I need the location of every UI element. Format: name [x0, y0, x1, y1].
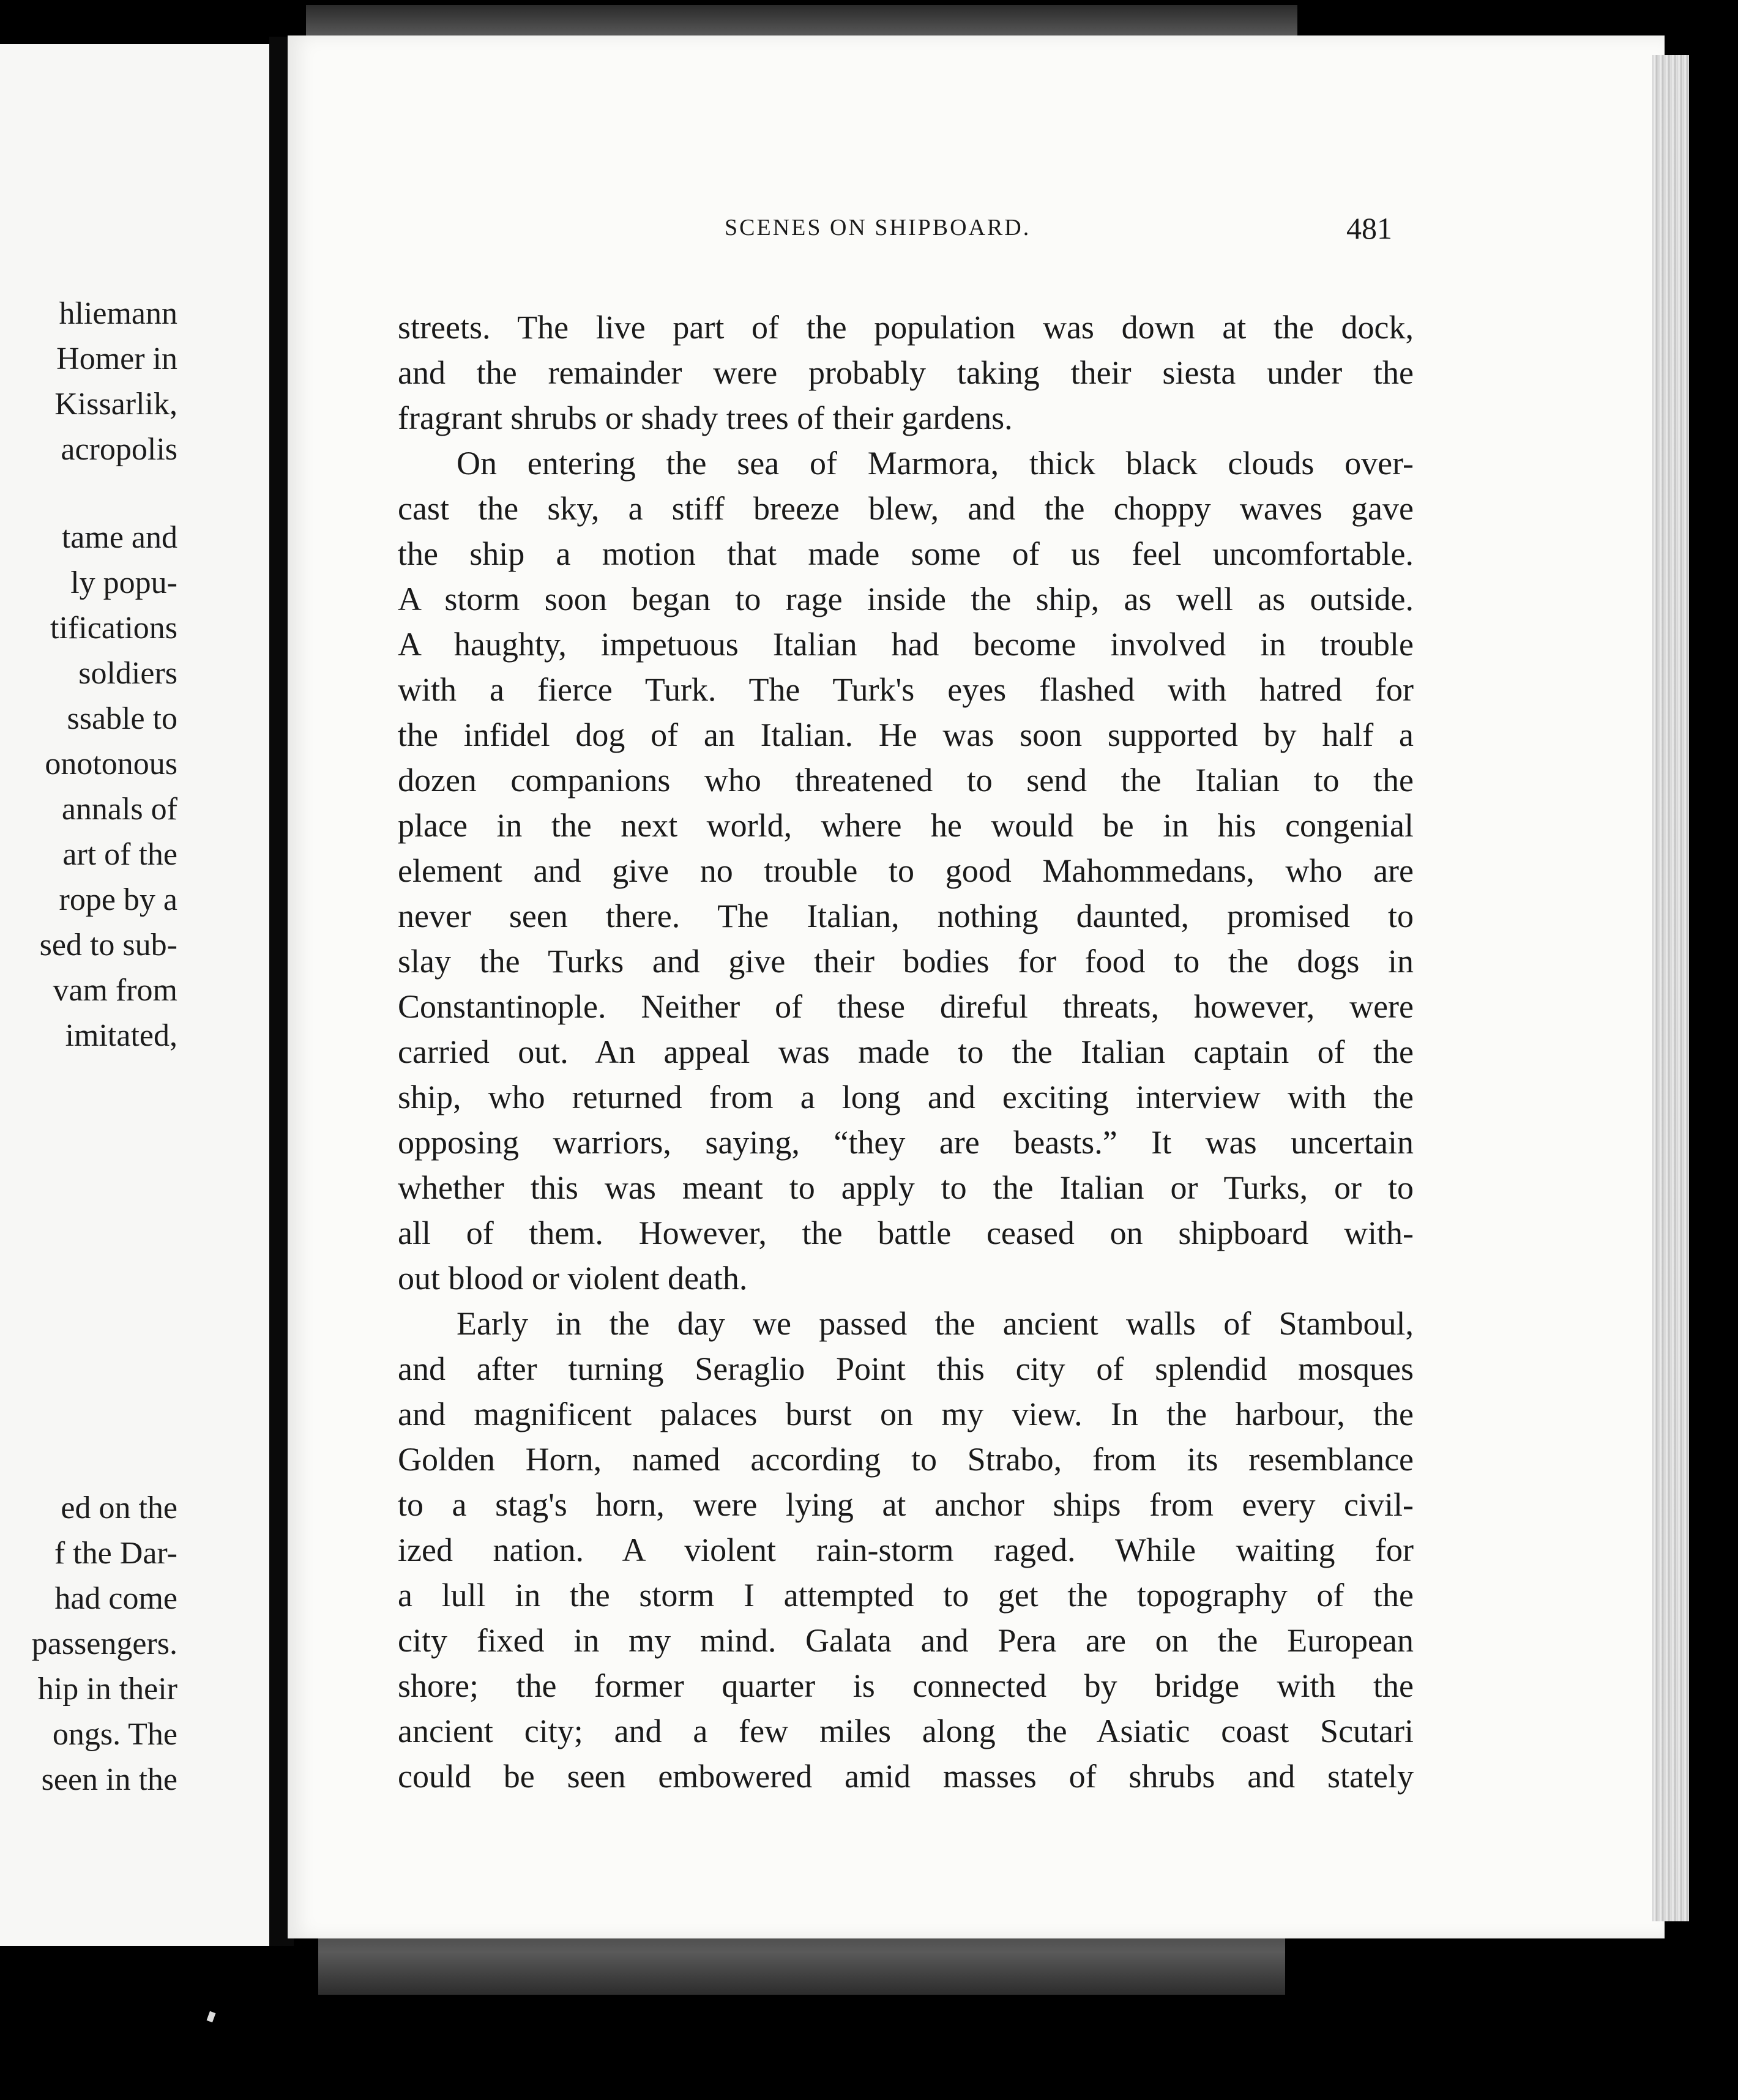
text-line: and after turning Seraglio Point this city of splendid mosques	[398, 1350, 1414, 1387]
text-line: Early in the day we passed the ancient walls of Stamboul,	[457, 1305, 1414, 1342]
left-page-line: hip in their	[37, 1672, 177, 1707]
text-line: city fixed in my mind. Galata and Pera are on the European	[398, 1622, 1414, 1659]
left-page-line: had come	[54, 1581, 177, 1616]
text-line: element and give no trouble to good Mahommedans, who are	[398, 852, 1414, 889]
left-page-line: Homer in	[56, 341, 177, 376]
text-line: out blood or violent death.	[398, 1260, 748, 1297]
text-line: carried out. An appeal was made to the Italian captain of the	[398, 1033, 1414, 1070]
text-line: and magnificent palaces burst on my view. In the harbour, the	[398, 1396, 1414, 1432]
text-line: with a fierce Turk. The Turk's eyes flashed with hatred for	[398, 671, 1414, 708]
text-line: streets. The live part of the population was down at the dock,	[398, 309, 1414, 346]
text-line: a lull in the storm I attempted to get the topography of the	[398, 1577, 1414, 1614]
left-page-line: sed to sub-	[39, 928, 177, 962]
text-line: ancient city; and a few miles along the Asiatic coast Scutari	[398, 1713, 1414, 1749]
left-page-line: ed on the	[61, 1491, 177, 1525]
left-page-line: vam from	[53, 973, 177, 1008]
left-page-line: seen in the	[41, 1762, 177, 1797]
left-page	[0, 44, 269, 1946]
text-line: ship, who returned from a long and exciting interview with the	[398, 1079, 1414, 1115]
text-line: A storm soon began to rage inside the ship, as well as outside.	[398, 581, 1414, 617]
left-page-line: imitated,	[65, 1018, 177, 1053]
page-number: 481	[1346, 211, 1392, 245]
text-line: dozen companions who threatened to send the Italian to the	[398, 762, 1414, 799]
text-line: the infidel dog of an Italian. He was soon supported by half a	[398, 717, 1414, 753]
body-text	[398, 305, 1414, 1799]
left-page-line: passengers.	[31, 1626, 177, 1661]
left-page-line: Kissarlik,	[54, 387, 177, 422]
left-page-line: f the Dar-	[54, 1536, 177, 1571]
text-line: whether this was meant to apply to the Italian or Turks, or to	[398, 1169, 1414, 1206]
dust-speck	[207, 2011, 216, 2022]
text-line: Constantinople. Neither of these direful threats, however, were	[398, 988, 1414, 1025]
text-line: and the remainder were probably taking their siesta under the	[398, 354, 1414, 391]
right-page	[288, 35, 1665, 1938]
text-line: slay the Turks and give their bodies for food to the dogs in	[398, 943, 1414, 980]
left-page-line: hliemann	[59, 296, 177, 331]
running-head	[288, 211, 1665, 251]
running-title: SCENES ON SHIPBOARD.	[725, 215, 1031, 240]
text-line: Golden Horn, named according to Strabo, from its resemblance	[398, 1441, 1414, 1478]
text-line: cast the sky, a stiff breeze blew, and the choppy waves gave	[398, 490, 1414, 527]
page-edges	[1652, 55, 1689, 1921]
left-page-line: rope by a	[59, 882, 177, 917]
text-line: shore; the former quarter is connected by bridge with the	[398, 1667, 1414, 1704]
text-line: A haughty, impetuous Italian had become involved in trouble	[398, 626, 1414, 663]
left-page-line: art of the	[62, 837, 177, 872]
left-page-line: soldiers	[78, 656, 177, 691]
left-page-line: acropolis	[61, 432, 177, 467]
left-page-line: onotonous	[45, 747, 177, 781]
text-line: fragrant shrubs or shady trees of their gardens.	[398, 400, 1013, 436]
left-page-line: ssable to	[67, 701, 177, 736]
text-line: could be seen embowered amid masses of shrubs and stately	[398, 1758, 1414, 1795]
text-line: ized nation. A violent rain-storm raged. While waiting for	[398, 1532, 1414, 1568]
left-page-line: tifications	[50, 611, 177, 646]
left-page-line: annals of	[61, 792, 177, 827]
text-line: to a stag's horn, were lying at anchor ships from every civil-	[398, 1486, 1414, 1523]
text-line: On entering the sea of Marmora, thick black clouds over-	[457, 445, 1414, 482]
text-line: all of them. However, the battle ceased on shipboard with-	[398, 1215, 1414, 1251]
left-page-line: tame and	[61, 520, 177, 555]
text-line: never seen there. The Italian, nothing daunted, promised to	[398, 898, 1414, 934]
text-line: opposing warriors, saying, “they are beasts.” It was uncertain	[398, 1124, 1414, 1161]
left-page-line: ongs. The	[52, 1717, 177, 1752]
left-page-line: ly popu-	[70, 565, 177, 600]
text-line: the ship a motion that made some of us feel uncomfortable.	[398, 535, 1414, 572]
text-line: place in the next world, where he would be in his congenial	[398, 807, 1414, 844]
